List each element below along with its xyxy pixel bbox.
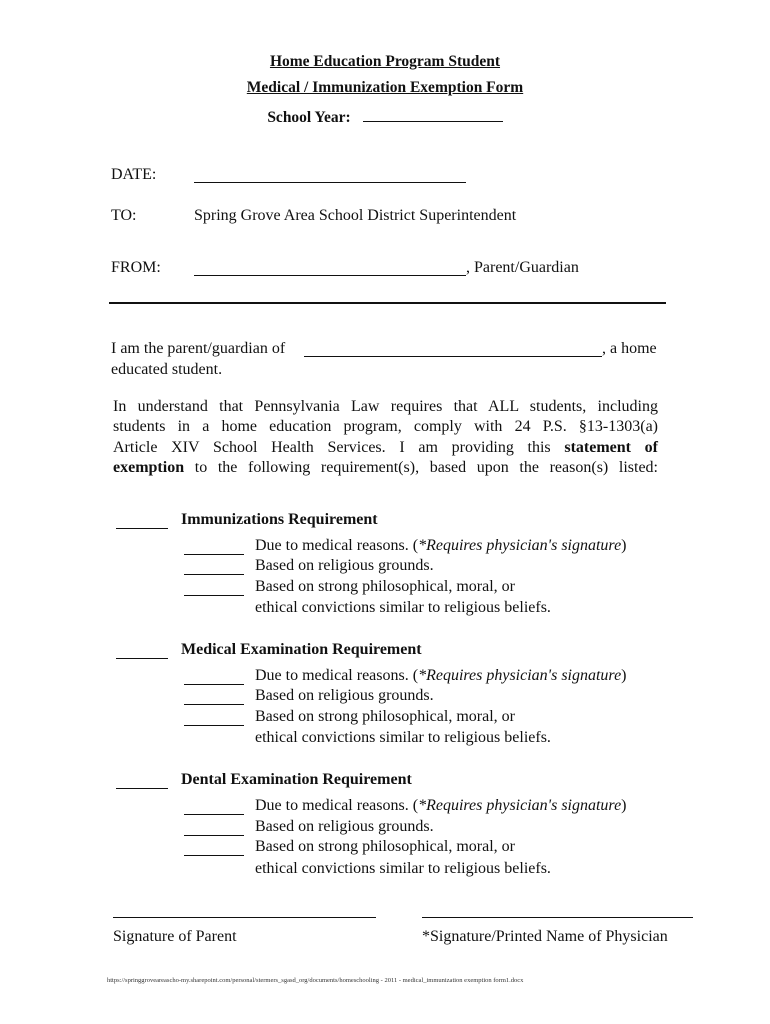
statement-line4-rest: to the following requirement(s), based upon the reason(s) listed:	[194, 459, 658, 476]
statement-line3-start: Article XIV School Health Services. I am providing this	[113, 439, 551, 456]
form-title-line2: Medical / Immunization Exemption Form	[246, 79, 524, 96]
school-year-label: School Year:	[267, 109, 351, 126]
option-philosophical-cont: ethical convictions similar to religious beliefs.	[255, 729, 551, 746]
physician-signature-label: *Signature/Printed Name of Physician	[422, 928, 668, 945]
statement-line3-bold: statement of	[564, 439, 659, 456]
option-philosophical-cont: ethical convictions similar to religious beliefs.	[255, 860, 551, 877]
option-check-line[interactable]	[184, 559, 244, 575]
parent-signature-line[interactable]	[113, 917, 376, 918]
option-religious: Based on religious grounds.	[255, 687, 434, 704]
option-check-line[interactable]	[184, 840, 244, 856]
from-label: FROM:	[111, 259, 161, 276]
option-check-line[interactable]	[184, 669, 244, 685]
option-philosophical: Based on strong philosophical, moral, or	[255, 578, 515, 595]
statement-line1: In understand that Pennsylvania Law requires that ALL students, including	[113, 398, 658, 415]
intro-suffix: , a home	[602, 340, 657, 357]
physician-signature-line[interactable]	[422, 917, 693, 918]
school-year-field[interactable]	[363, 107, 503, 122]
option-medical: Due to medical reasons. (*Requires physician's signature)	[255, 797, 627, 814]
option-philosophical: Based on strong philosophical, moral, or	[255, 708, 515, 725]
school-year-row	[0, 107, 770, 127]
option-check-line[interactable]	[184, 580, 244, 596]
intro-prefix: I am the parent/guardian of	[111, 340, 286, 357]
section-title: Medical Examination Requirement	[181, 641, 422, 658]
option-medical: Due to medical reasons. (*Requires physician's signature)	[255, 537, 627, 554]
option-check-line[interactable]	[184, 539, 244, 555]
statement-line3	[113, 439, 658, 457]
statement-line4-bold: exemption	[113, 459, 185, 476]
option-philosophical-cont: ethical convictions similar to religious beliefs.	[255, 599, 551, 616]
to-value: Spring Grove Area School District Superintendent	[194, 207, 517, 224]
section-title: Immunizations Requirement	[181, 511, 378, 528]
section-check-line[interactable]	[116, 643, 168, 659]
student-name-field[interactable]	[304, 340, 602, 357]
option-religious: Based on religious grounds.	[255, 818, 434, 835]
option-check-line[interactable]	[184, 710, 244, 726]
section-check-line[interactable]	[116, 513, 168, 529]
intro-line2: educated student.	[111, 361, 223, 378]
date-field[interactable]	[194, 166, 466, 183]
option-check-line[interactable]	[184, 799, 244, 815]
from-field[interactable]	[194, 259, 466, 276]
statement-line4	[113, 459, 658, 477]
option-philosophical: Based on strong philosophical, moral, or	[255, 838, 515, 855]
footer-path: https://springgroveareascho-my.sharepoint.com/personal/stermers_sgasd_org/documents/homeschooling - 2011 - medical_immunization exemption form1.docx	[107, 977, 524, 984]
section-title: Dental Examination Requirement	[181, 771, 412, 788]
parent-signature-label: Signature of Parent	[113, 928, 237, 945]
option-check-line[interactable]	[184, 820, 244, 836]
date-label: DATE:	[111, 166, 157, 183]
option-check-line[interactable]	[184, 689, 244, 705]
section-check-line[interactable]	[116, 773, 168, 789]
divider-rule	[109, 302, 666, 304]
to-label: TO:	[111, 207, 137, 224]
option-medical: Due to medical reasons. (*Requires physician's signature)	[255, 667, 627, 684]
statement-line2: students in a home education program, comply with 24 P.S. §13-1303(a)	[113, 418, 658, 435]
from-suffix: , Parent/Guardian	[466, 259, 579, 276]
form-title-line1: Home Education Program Student	[269, 53, 501, 70]
option-religious: Based on religious grounds.	[255, 557, 434, 574]
